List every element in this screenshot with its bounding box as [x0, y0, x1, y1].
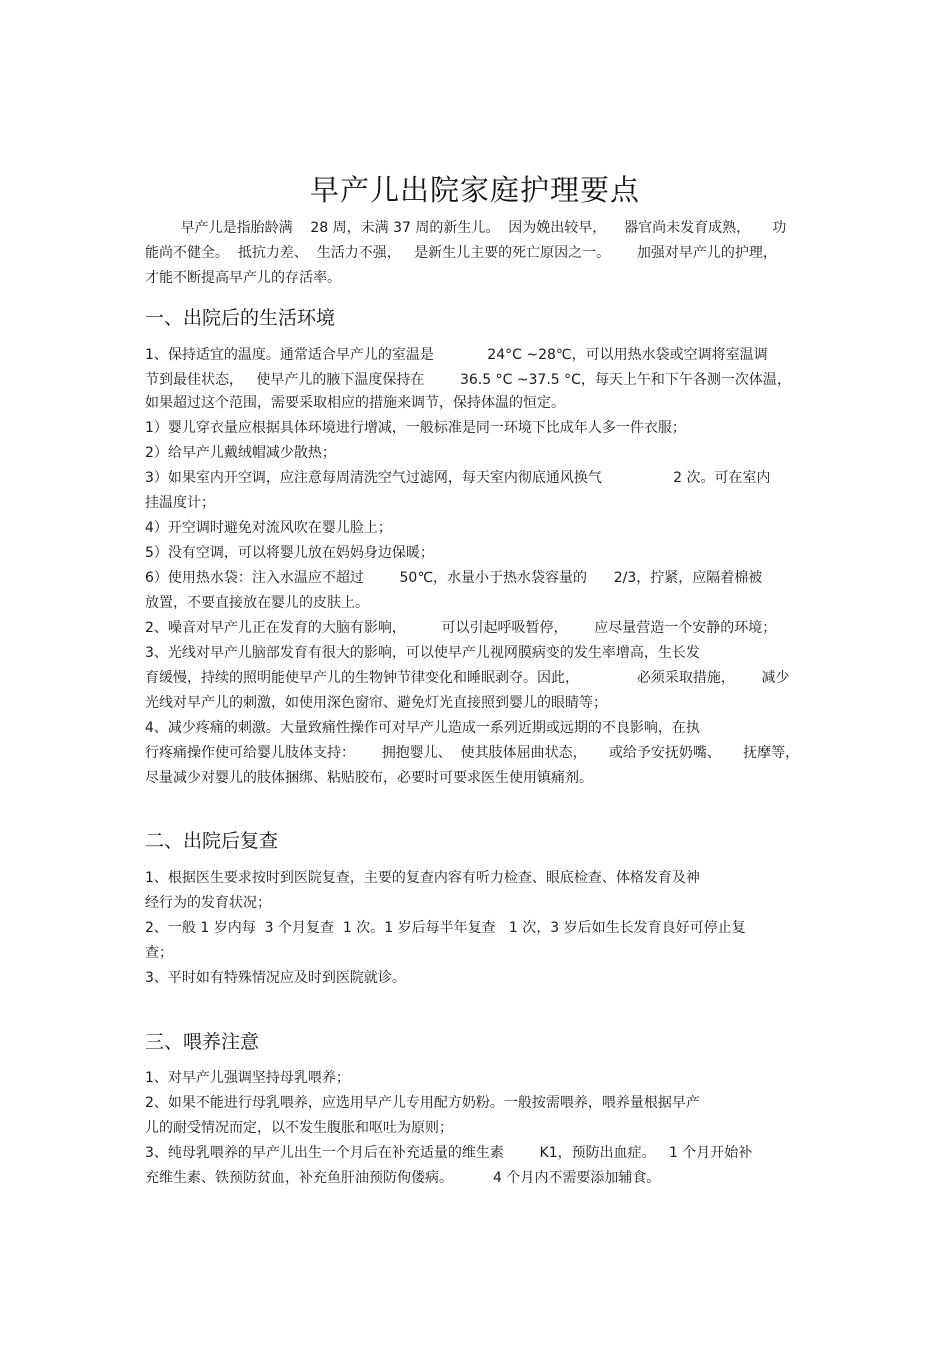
section-heading: 三、喂养注意: [145, 1031, 260, 1053]
section-heading: 一、出院后的生活环境: [145, 307, 336, 329]
paragraph-line: 儿的耐受情况而定，以不发生腹胀和呕吐为原则；: [145, 1120, 453, 1136]
paragraph-line: 如果超过这个范围，需要采取相应的措施来调节，保持体温的恒定。: [145, 395, 565, 411]
paragraph-line: 3、平时如有特殊情况应及时到医院就诊。: [145, 970, 406, 986]
paragraph-line: 1）婴儿穿衣量应根据具体环境进行增减，一般标准是同一环境下比成年人多一件衣服；: [145, 420, 686, 436]
paragraph-line: 尽量减少对婴儿的肢体捆绑、粘贴胶布，必要时可要求医生使用镇痛剂。: [145, 770, 593, 786]
paragraph-line: 6）使用热水袋：注入水温应不超过 50℃，水量小于热水袋容量的 2/3，拧紧，应隔着棉被: [145, 570, 763, 586]
paragraph-line: 行疼痛操作使可给婴儿肢体支持： 拥抱婴儿、 使其肢体屈曲状态， 或给予安抚奶嘴、 抚摩等，: [145, 745, 800, 761]
paragraph-line: 查；: [145, 945, 173, 961]
paragraph-line: 育缓慢，持续的照明能使早产儿的生物钟节律变化和睡眠剥夺。因此， 必须采取措施， 减少: [145, 670, 790, 686]
paragraph-line: 1、保持适宜的温度。通常适合早产儿的室温是 24°C ~28℃，可以用热水袋或空调将室温调: [145, 347, 768, 363]
intro-line: 早产儿是指胎龄满 28 周，未满 37 周的新生儿。 因为娩出较早， 器官尚未发育成熟， 功: [145, 220, 787, 236]
paragraph-line: 5）没有空调，可以将婴儿放在妈妈身边保暖；: [145, 545, 434, 561]
intro-line: 能尚不健全。 抵抗力差、 生活力不强， 是新生儿主要的死亡原因之一。 加强对早产儿的护理，: [145, 245, 777, 261]
document-title: 早产儿出院家庭护理要点: [309, 173, 640, 207]
paragraph-line: 经行为的发育状况；: [145, 895, 271, 911]
paragraph-line: 1、根据医生要求按时到医院复查，主要的复查内容有听力检查、眼底检查、体格发育及神: [145, 870, 700, 886]
paragraph-line: 2）给早产儿戴绒帽减少散热；: [145, 445, 336, 461]
paragraph-line: 2、噪音对早产儿正在发育的大脑有影响， 可以引起呼吸暂停， 应尽量营造一个安静的环境；: [145, 620, 777, 636]
paragraph-line: 4、减少疼痛的刺激。大量致痛性操作可对早产儿造成一系列近期或远期的不良影响，在执: [145, 720, 700, 736]
intro-line: 才能不断提高早产儿的存活率。: [145, 270, 341, 286]
paragraph-line: 3、光线对早产儿脑部发育有很大的影响，可以使早产儿视网膜病变的发生率增高，生长发: [145, 645, 700, 661]
paragraph-line: 放置，不要直接放在婴儿的皮肤上。: [145, 595, 369, 611]
paragraph-line: 4）开空调时避免对流风吹在婴儿脸上；: [145, 520, 392, 536]
paragraph-line: 充维生素、铁预防贫血，补充鱼肝油预防佝偻病。 4 个月内不需要添加辅食。: [145, 1170, 661, 1186]
paragraph-line: 3、纯母乳喂养的早产儿出生一个月后在补充适量的维生素 K1，预防出血症。 1 个月开始补: [145, 1145, 753, 1161]
paragraph-line: 挂温度计；: [145, 495, 215, 511]
paragraph-line: 2、一般 1 岁内每 3 个月复查 1 次。1 岁后每半年复查 1 次，3 岁后如生长发育良好可停止复: [145, 920, 746, 936]
paragraph-line: 1、对早产儿强调坚持母乳喂养；: [145, 1070, 350, 1086]
paragraph-line: 3）如果室内开空调，应注意每周清洗空气过滤网，每天室内彻底通风换气 2 次。可在室内: [145, 470, 771, 486]
paragraph-line: 节到最佳状态， 使早产儿的腋下温度保持在 36.5 °C ~37.5 °C，每天上午和下午各测一次体温，: [145, 372, 791, 388]
paragraph-line: 光线对早产儿的刺激，如使用深色窗帘、避免灯光直接照到婴儿的眼睛等；: [145, 695, 607, 711]
section-heading: 二、出院后复查: [145, 830, 279, 852]
paragraph-line: 2、如果不能进行母乳喂养，应选用早产儿专用配方奶粉。一般按需喂养，喂养量根据早产: [145, 1095, 700, 1111]
